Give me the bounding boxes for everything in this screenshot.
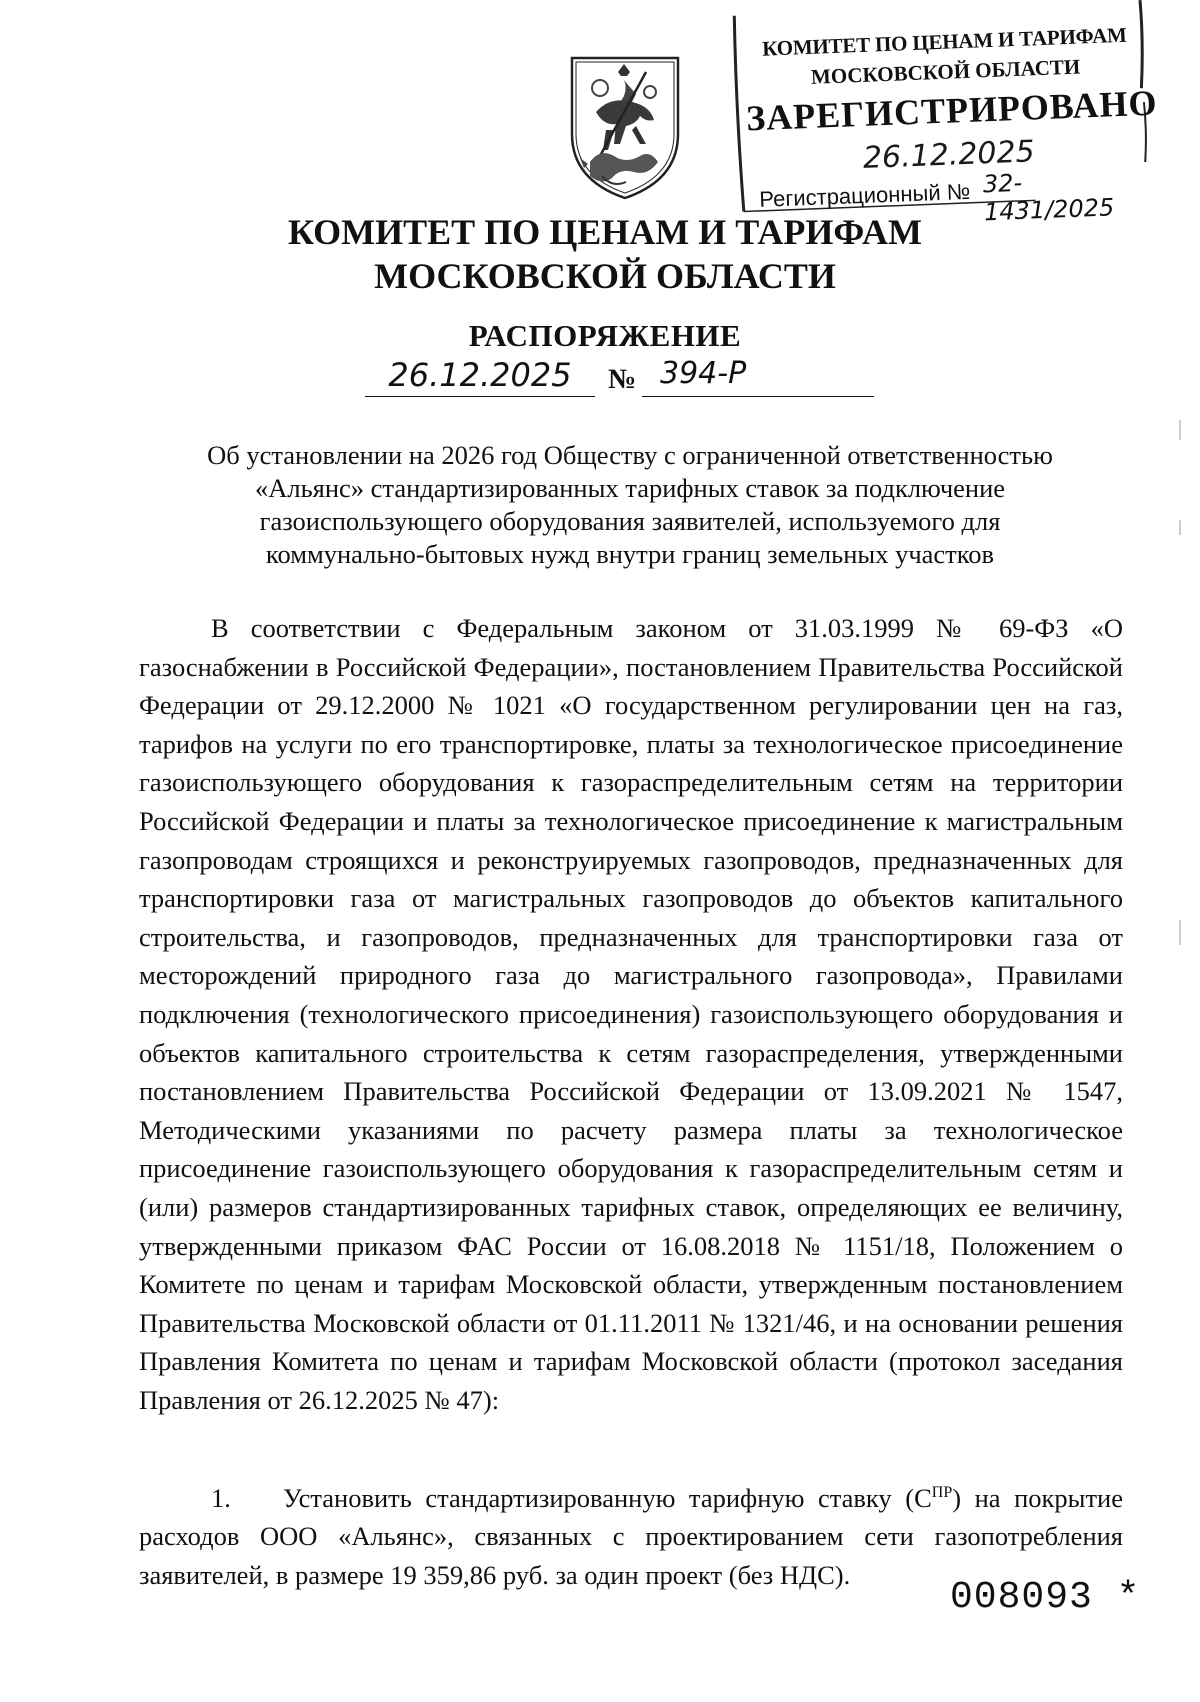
stamp-committee-line2: МОСКОВСКОЙ ОБЛАСТИ bbox=[810, 54, 1081, 89]
item-1-superscript: ПР bbox=[931, 1484, 953, 1501]
committee-title-line2: МОСКОВСКОЙ ОБЛАСТИ bbox=[374, 256, 836, 296]
document-type: РАСПОРЯЖЕНИЕ bbox=[468, 318, 742, 353]
preamble-paragraph: В соответствии с Федеральным законом от 31.03.1999 № 69-ФЗ «О газоснабжении в Российской Федерации», постановлением Правительства Российской Федерации от 29.12.2000 № 1021 «О государственном регулировании цен на газ, тарифов на услуги по его транспортировке, платы за технологическое присоединение газоиспользующего оборудования к газораспределительным сетям на территории Российской Федерации и платы за технологическое присоединение к магистральным газопроводам строящихся и реконструируемых газопроводов, предназначенных для транспортировки газа от магистральных газопроводов до объектов капитального строительства, и газопроводов, предназначенных для транспортировки газа от месторождений природного газа до магистрального газопровода», Правилами подключения (технологического присоединения) газоиспользующего оборудования и объектов капитального строительства к сетям газораспределения, утвержденными постановлением Правительства Российской Федерации от 13.09.2021 № 1547, Методическими указаниями по расчету размера платы за технологическое присоединение газоиспользующего оборудования к газораспределительным сетям и (или) размеров стандартизированных тарифных ставок, определяющих ее величину, утвержденными приказом ФАС России от 16.08.2018 № 1151/18, Положением о Комитете по ценам и тарифам Московской области, утвержденным постановлением Правительства Московской области от 01.11.2011 № 1321/46, и на основании решения Правления Комитета по ценам и тарифам Московской области (протокол заседания Правления от 26.12.2025 № 47): bbox=[139, 613, 1123, 1415]
subject-line-3: газоиспользующего оборудования заявителей, используемого для bbox=[259, 506, 1001, 536]
item-1-number: 1. bbox=[211, 1482, 231, 1513]
stamp-registration-number: 32-1431/2025 bbox=[982, 168, 1115, 227]
stamp-committee-line1: КОМИТЕТ ПО ЦЕНАМ И ТАРИФАМ bbox=[761, 22, 1128, 61]
item-1-text-start: Установить стандартизированную тарифную ставку (С bbox=[283, 1482, 932, 1513]
item-1-text-end: ) на покрытие расходов ООО «Альянс», связанных с проектированием сети газопотребления заявителей, в размере 19 359,86 руб. за один проект (без НДС). bbox=[139, 1482, 1124, 1590]
stamp-registration-label: Регистрационный № bbox=[758, 178, 971, 212]
subject-line-1: Об установлении на 2026 год Обществу с ограниченной ответственностью bbox=[207, 440, 1053, 470]
subject-line-4: коммунально-бытовых нужд внутри границ земельных участков bbox=[265, 539, 995, 569]
committee-title-line1: КОМИТЕТ ПО ЦЕНАМ И ТАРИФАМ bbox=[287, 212, 923, 252]
order-number-handwritten: 394-Р bbox=[660, 356, 747, 391]
stamp-date-handwritten: 26.12.2025 bbox=[862, 134, 1036, 176]
number-sign: № bbox=[608, 364, 637, 395]
order-date-handwritten: 26.12.2025 bbox=[388, 356, 572, 394]
stamp-registered-label: ЗАРЕГИСТРИРОВАНО bbox=[745, 82, 1159, 139]
subject-line-2: «Альянс» стандартизированных тарифных ставок за подключение bbox=[254, 473, 1006, 503]
serial-number: 008093 * bbox=[950, 1576, 1141, 1619]
